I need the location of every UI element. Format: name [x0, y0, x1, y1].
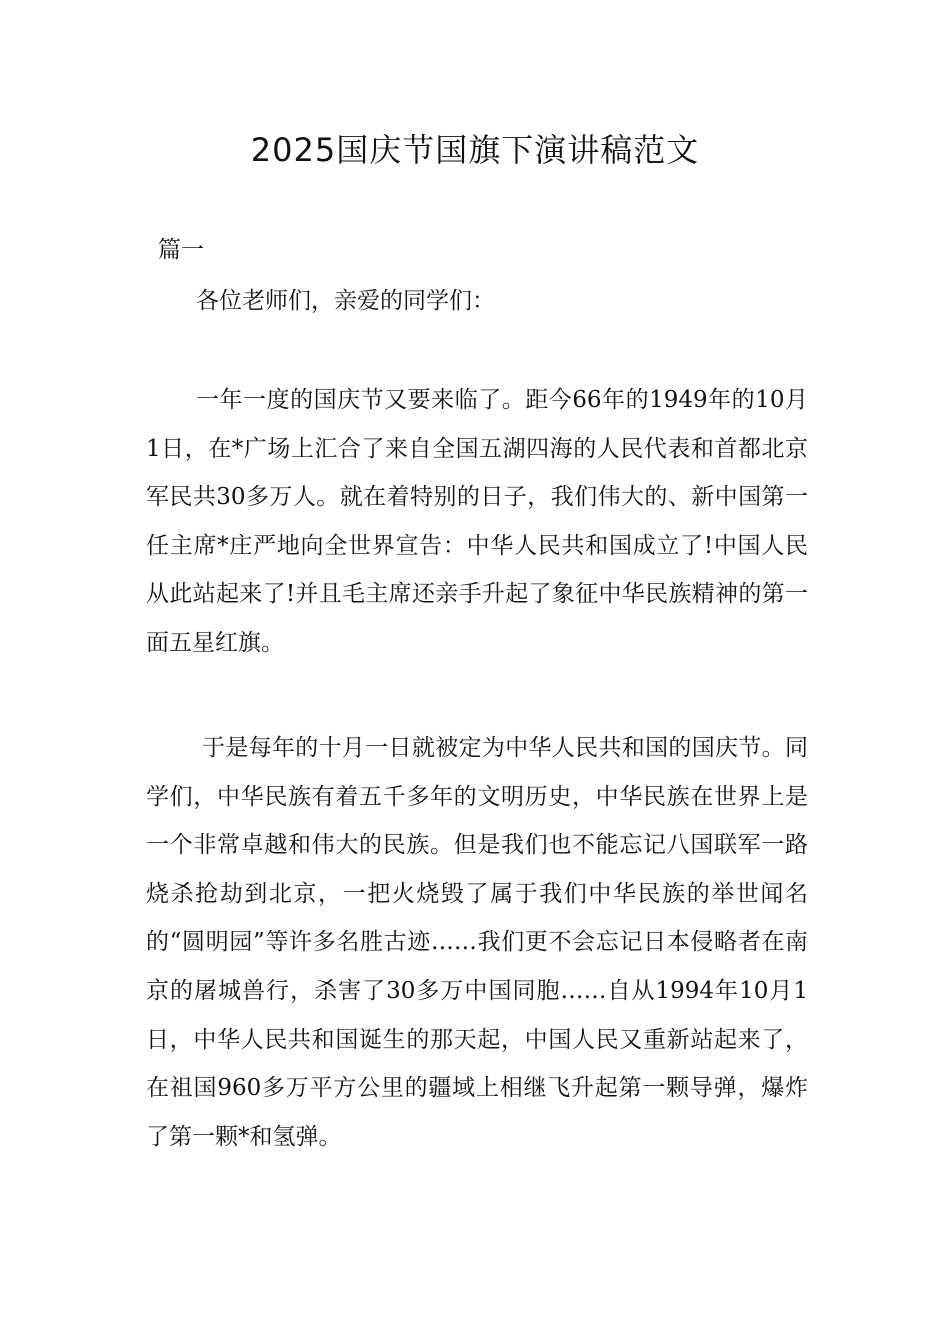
document-title: 2025国庆节国旗下演讲稿范文 — [250, 131, 700, 169]
salutation: 各位老师们，亲爱的同学们： — [196, 288, 495, 314]
paragraph-1: 一年一度的国庆节又要来临了。距今66年的1949年的10月1日，在*广场上汇合了来自全国五湖四海的人民代表和首都北京军民共30多万人。就在着特别的日子，我们伟大的、新中国第一任主席*庄严地向全世界宣告：中华人民共和国成立了!中国人民从此站起来了!并且毛主席还亲手升起了象征中华民族精神的第一面五星红旗。 — [146, 387, 808, 656]
section-label: 篇一 — [158, 237, 204, 263]
paragraph-2: 于是每年的十月一日就被定为中华人民共和国的国庆节。同学们，中华民族有着五千多年的文明历史，中华民族在世界上是一个非常卓越和伟大的民族。但是我们也不能忘记八国联军一路烧杀抢劫到北京，一把火烧毁了属于我们中华民族的举世闻名的“圆明园”等许多名胜古迹……我们更不会忘记日本侵略者在南京的屠城兽行，杀害了30多万中国同胞……自从1994年10月1日，中华人民共和国诞生的那天起，中国人民又重新站起来了，在祖国960多万平方公里的疆域上相继飞升起第一颗导弹，爆炸了第一颗*和氢弹。 — [146, 735, 808, 1150]
